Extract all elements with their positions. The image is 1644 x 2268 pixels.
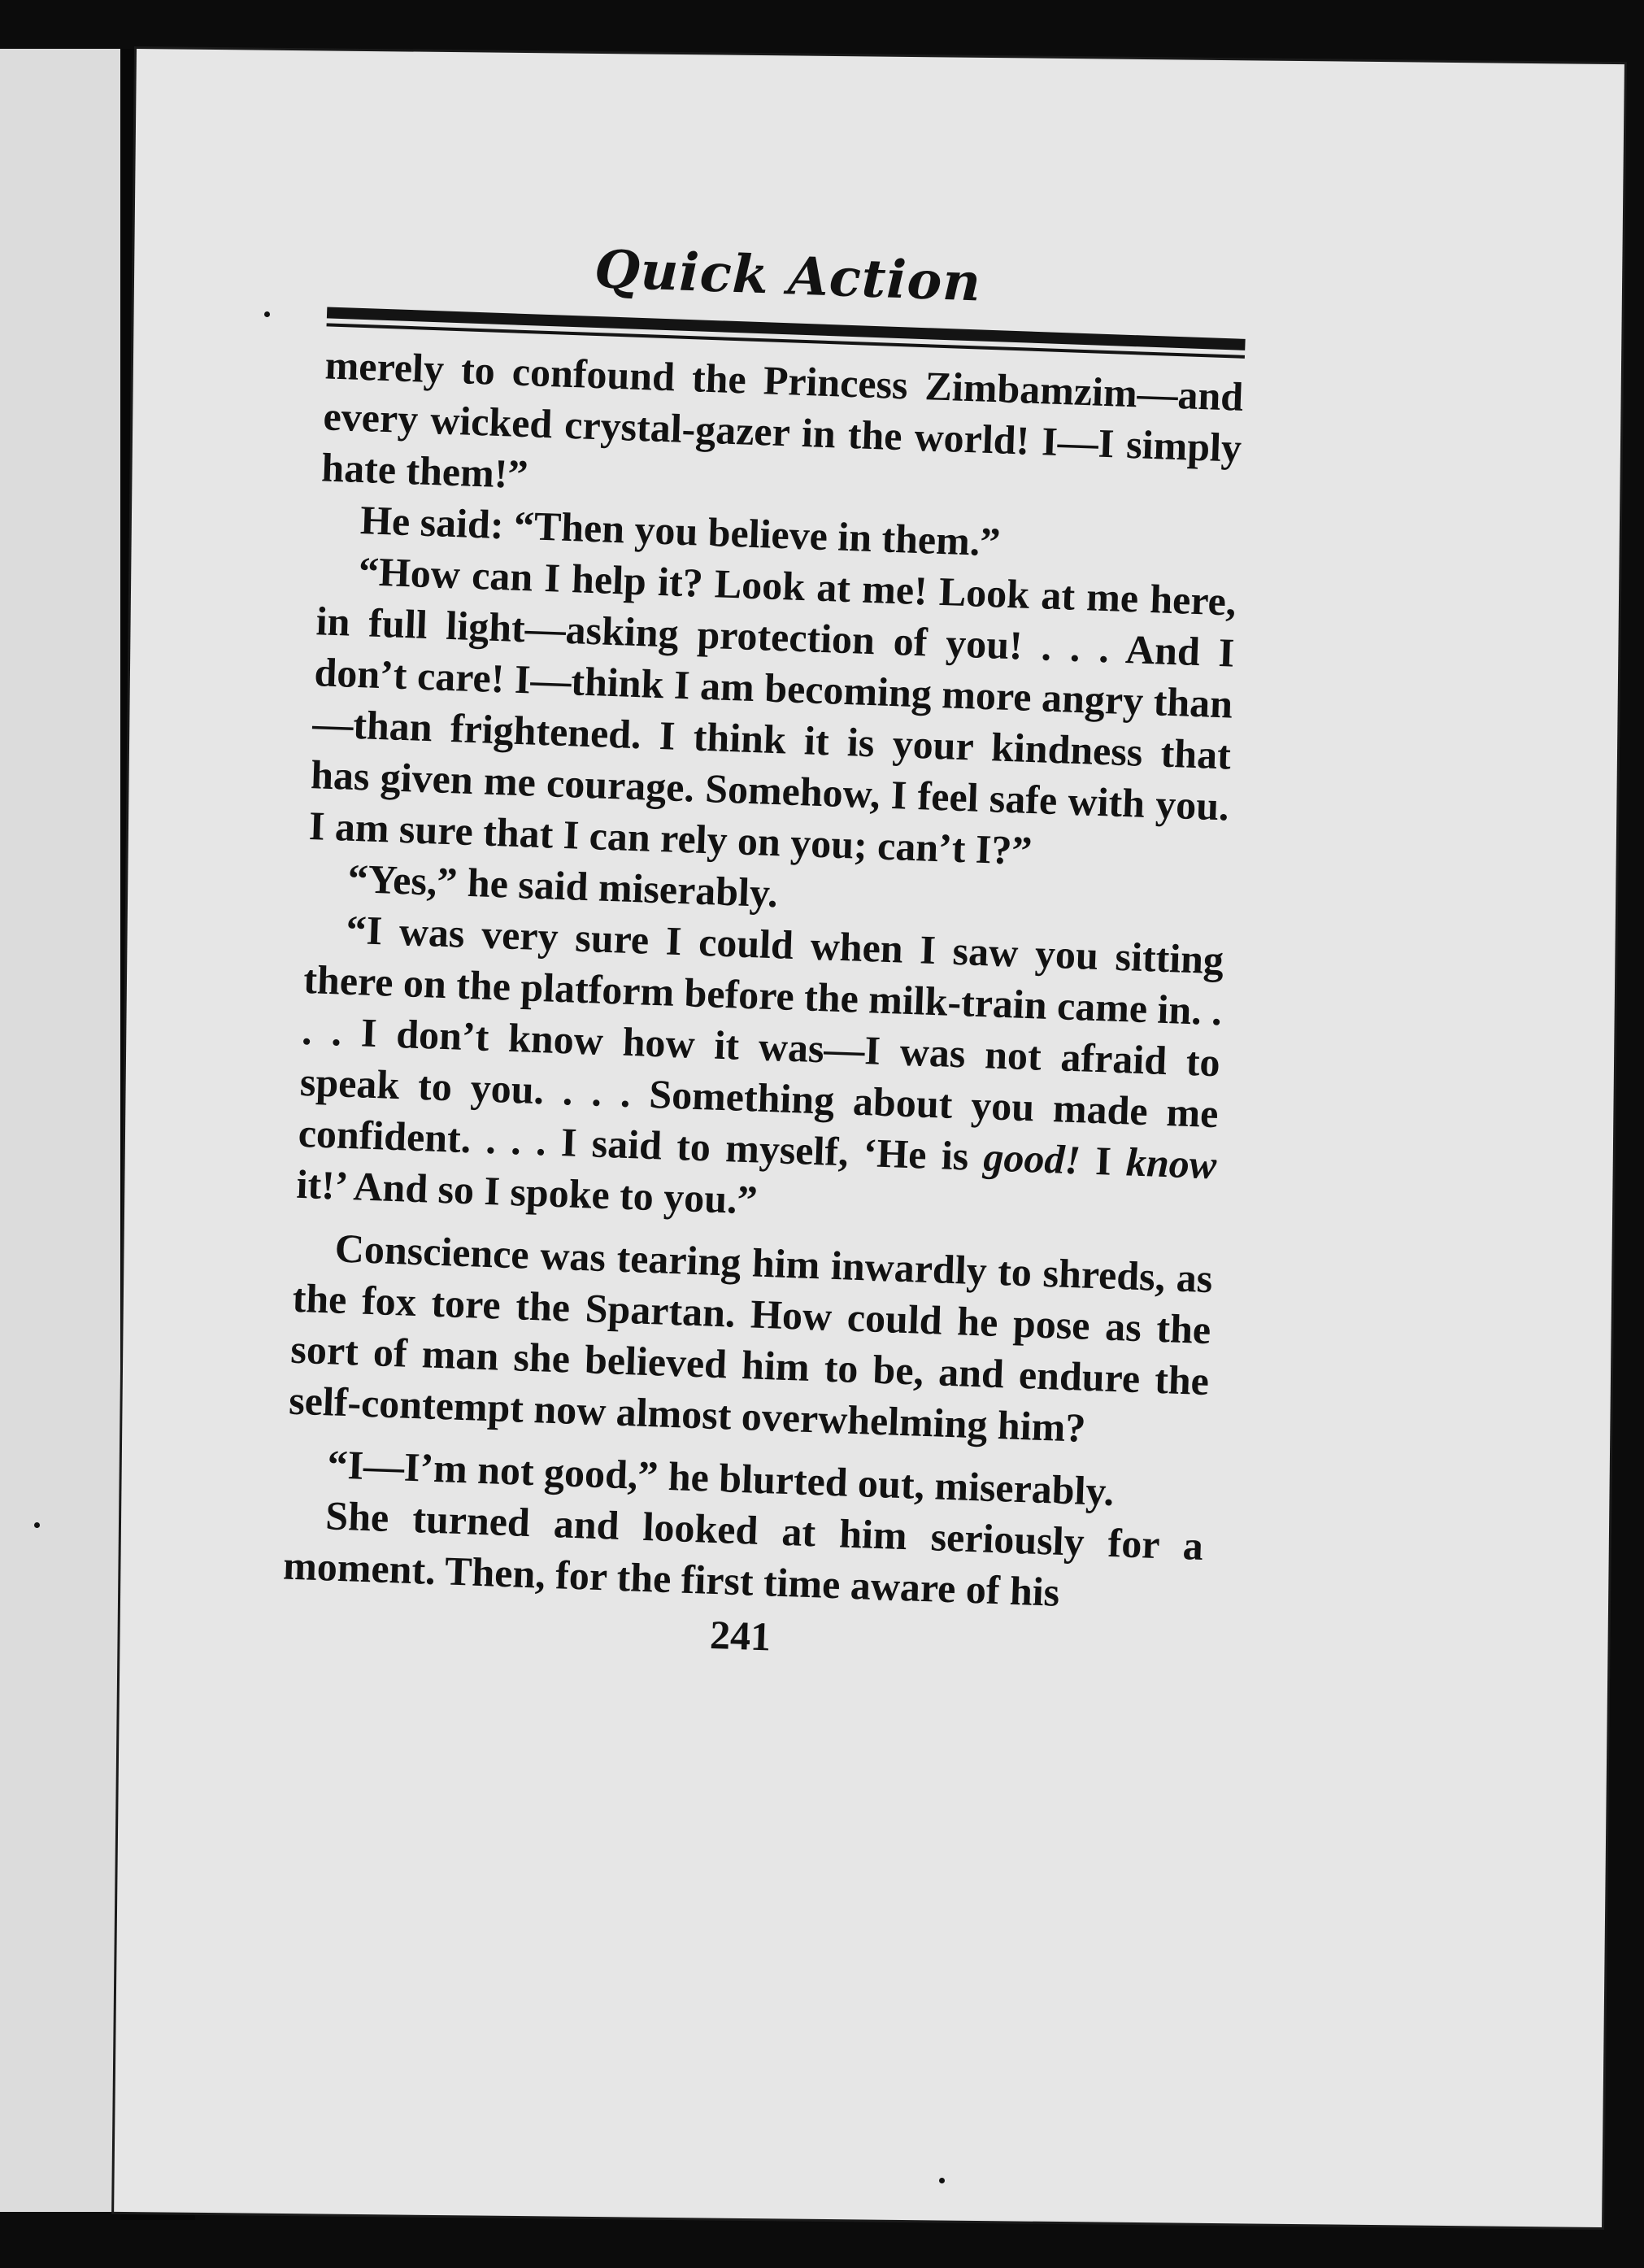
paragraph [296, 903, 1225, 1242]
paragraph: “How can I help it? Look at me! Look at me here, in full light—asking protection of you! . . . And I don’t care! I—think I am becoming more angry than—than frightened. I think it is your kindness that has given me courage. Somehow, I feel safe with you. I am sure that I can rely on you; can’t I?” [308, 548, 1237, 874]
paragraph: She turned and looked at him seriously for a moment. Then, for the first time aware of his [282, 1492, 1204, 1615]
page-content [281, 230, 1248, 1675]
paragraph: “I—I’m not good,” he blurted out, miserably. [326, 1441, 1116, 1515]
paragraph: Conscience was tearing him inwardly to shreds, as the fox tore the Spartan. How could he pose as the sort of man she believed him to be, and endure the self-contempt now almost overwhelming him? [288, 1225, 1214, 1451]
italic-text: know [1125, 1138, 1218, 1188]
paragraph: He said: “Then you believe in them.” [359, 497, 1002, 565]
text-run: “I was very sure I could when I saw you sitting there on the platform before the milk-train came in. . . . I don’t know how it was—I was not afraid to speak to you. . . . Something about you made me confident. . . . I said to myself, ‘He is [297, 906, 1224, 1180]
paragraph: “Yes,” he said miserably. [346, 855, 779, 916]
running-head: Quick Action [593, 238, 983, 314]
text-run: it!’ And so I spoke to you.” [295, 1160, 759, 1223]
paragraph: merely to confound the Princess Zimbamzim—and every wicked crystal-gazer in the world! I—I simply hate them!” [320, 342, 1245, 498]
ink-speck [34, 1522, 40, 1528]
book-page [114, 49, 1624, 2227]
body-text [282, 339, 1244, 1622]
ink-speck [264, 311, 270, 317]
italic-text: good! [982, 1134, 1081, 1183]
ink-speck [939, 2178, 945, 2183]
text-run: I [1080, 1137, 1128, 1185]
page-number: 241 [709, 1611, 772, 1660]
